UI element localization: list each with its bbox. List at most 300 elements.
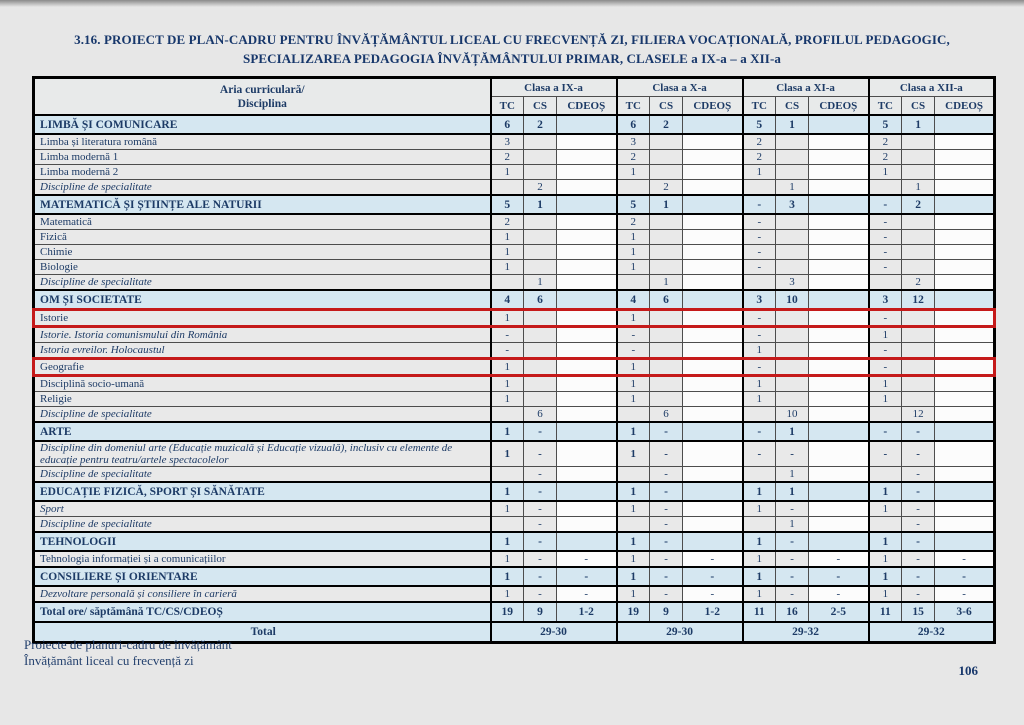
value-cell: -	[902, 567, 935, 586]
value-cell: 1	[776, 482, 809, 501]
value-cell	[557, 501, 617, 517]
table-row	[34, 517, 995, 533]
value-cell	[809, 290, 869, 310]
discipline-label: Limba modernă 1	[34, 150, 491, 165]
value-cell	[524, 134, 557, 150]
value-cell: 6	[491, 115, 524, 134]
grand-total-value: 29-30	[491, 622, 617, 643]
value-cell: -	[935, 567, 995, 586]
value-cell	[617, 467, 650, 483]
value-cell: 9	[524, 602, 557, 622]
value-cell: -	[869, 214, 902, 230]
value-cell	[650, 327, 683, 343]
value-cell	[935, 134, 995, 150]
value-cell: -	[869, 230, 902, 245]
value-cell: -	[524, 567, 557, 586]
value-cell	[617, 180, 650, 196]
footer-note	[24, 637, 232, 669]
value-cell: -	[650, 586, 683, 602]
value-cell: 1	[743, 501, 776, 517]
grand-total-value: 29-30	[617, 622, 743, 643]
value-cell: -	[869, 260, 902, 275]
value-cell	[809, 260, 869, 275]
value-cell	[935, 359, 995, 376]
value-cell	[683, 134, 743, 150]
value-cell: -	[524, 532, 557, 551]
header-cs: CS	[776, 97, 809, 116]
value-cell	[491, 180, 524, 196]
value-cell	[809, 245, 869, 260]
value-cell: -	[902, 501, 935, 517]
value-cell: -	[776, 532, 809, 551]
value-cell: 1	[869, 567, 902, 586]
value-cell	[776, 214, 809, 230]
value-cell	[869, 275, 902, 291]
value-cell: 1-2	[557, 602, 617, 622]
value-cell: 2	[491, 150, 524, 165]
value-cell	[809, 165, 869, 180]
value-cell: -	[869, 310, 902, 327]
value-cell: 1	[491, 567, 524, 586]
value-cell: 1	[869, 327, 902, 343]
value-cell	[683, 501, 743, 517]
value-cell: 1	[869, 501, 902, 517]
value-cell: 1	[617, 310, 650, 327]
value-cell	[557, 310, 617, 327]
value-cell	[650, 343, 683, 359]
discipline-label: Limba și literatura română	[34, 134, 491, 150]
discipline-label: TEHNOLOGII	[34, 532, 491, 551]
discipline-label: Sport	[34, 501, 491, 517]
header-cs: CS	[524, 97, 557, 116]
value-cell	[524, 310, 557, 327]
value-cell: 1	[491, 260, 524, 275]
value-cell	[617, 407, 650, 423]
value-cell	[524, 230, 557, 245]
value-cell: 1	[491, 482, 524, 501]
table-row	[34, 214, 995, 230]
value-cell	[650, 134, 683, 150]
discipline-label: Dezvoltare personală și consiliere în carieră	[34, 586, 491, 602]
header-row-classes	[34, 78, 995, 97]
value-cell: 1	[902, 180, 935, 196]
value-cell: -	[683, 567, 743, 586]
value-cell: -	[902, 467, 935, 483]
discipline-label: Disciplină socio-umană	[34, 376, 491, 392]
value-cell	[557, 422, 617, 441]
value-cell: 6	[524, 407, 557, 423]
value-cell: 1	[776, 180, 809, 196]
table-row-highlighted	[34, 310, 995, 327]
table-row	[34, 134, 995, 150]
value-cell: -	[776, 551, 809, 567]
value-cell	[809, 422, 869, 441]
table-row	[34, 467, 995, 483]
grand-total-value: 29-32	[743, 622, 869, 643]
value-cell: 12	[902, 407, 935, 423]
value-cell: 19	[617, 602, 650, 622]
value-cell: -	[617, 343, 650, 359]
value-cell	[683, 195, 743, 214]
value-cell	[524, 327, 557, 343]
value-cell	[902, 310, 935, 327]
table-row	[34, 230, 995, 245]
value-cell	[869, 517, 902, 533]
value-cell: 11	[743, 602, 776, 622]
table-row	[34, 501, 995, 517]
value-cell: 2	[902, 275, 935, 291]
discipline-label: Discipline de specialitate	[34, 517, 491, 533]
value-cell	[683, 532, 743, 551]
value-cell: -	[650, 422, 683, 441]
value-cell	[776, 359, 809, 376]
value-cell: -	[902, 551, 935, 567]
value-cell: 11	[869, 602, 902, 622]
value-cell: 2	[524, 115, 557, 134]
table-row	[34, 392, 995, 407]
value-cell	[776, 392, 809, 407]
value-cell: -	[743, 359, 776, 376]
value-cell	[809, 134, 869, 150]
value-cell: 1	[743, 567, 776, 586]
value-cell: 3	[743, 290, 776, 310]
value-cell: 1	[902, 115, 935, 134]
value-cell: -	[743, 195, 776, 214]
value-cell	[683, 115, 743, 134]
value-cell: -	[524, 501, 557, 517]
value-cell	[683, 245, 743, 260]
value-cell: 1	[743, 532, 776, 551]
value-cell	[809, 392, 869, 407]
value-cell	[650, 392, 683, 407]
value-cell: -	[524, 586, 557, 602]
value-cell: 1	[869, 482, 902, 501]
value-cell: -	[902, 532, 935, 551]
value-cell	[776, 327, 809, 343]
value-cell: 1	[617, 245, 650, 260]
value-cell	[809, 275, 869, 291]
value-cell	[809, 327, 869, 343]
value-cell: 1	[650, 275, 683, 291]
value-cell	[809, 230, 869, 245]
value-cell: -	[869, 422, 902, 441]
value-cell: -	[524, 551, 557, 567]
value-cell	[809, 180, 869, 196]
value-cell	[809, 407, 869, 423]
value-cell: 1	[617, 165, 650, 180]
value-cell: 1	[491, 392, 524, 407]
value-cell	[683, 180, 743, 196]
footer-line2: Învățământ liceal cu frecvență zi	[24, 653, 194, 668]
header-aria-line1: Aria curriculară/	[219, 83, 305, 96]
value-cell	[776, 310, 809, 327]
value-cell: -	[902, 482, 935, 501]
value-cell	[935, 482, 995, 501]
value-cell: 6	[617, 115, 650, 134]
value-cell: 1	[743, 392, 776, 407]
value-cell	[776, 230, 809, 245]
value-cell	[935, 230, 995, 245]
value-cell: -	[650, 467, 683, 483]
value-cell	[869, 180, 902, 196]
value-cell	[935, 290, 995, 310]
value-cell	[743, 467, 776, 483]
value-cell	[491, 275, 524, 291]
table-row	[34, 165, 995, 180]
header-cdeos: CDEOȘ	[809, 97, 869, 116]
value-cell: -	[650, 532, 683, 551]
value-cell: 1	[869, 376, 902, 392]
value-cell: 3	[491, 134, 524, 150]
value-cell	[683, 407, 743, 423]
value-cell: 6	[650, 290, 683, 310]
value-cell: 1	[617, 230, 650, 245]
value-cell: 1	[524, 195, 557, 214]
value-cell	[935, 501, 995, 517]
value-cell: 1	[650, 195, 683, 214]
value-cell	[683, 467, 743, 483]
value-cell	[557, 245, 617, 260]
value-cell: -	[524, 441, 557, 467]
value-cell: 1	[617, 482, 650, 501]
value-cell: -	[650, 441, 683, 467]
value-cell	[683, 260, 743, 275]
discipline-label: Discipline de specialitate	[34, 275, 491, 291]
value-cell	[557, 134, 617, 150]
table-row	[34, 407, 995, 423]
page-title	[0, 30, 1024, 68]
value-cell: 1	[491, 551, 524, 567]
value-cell: 10	[776, 290, 809, 310]
value-cell: 1	[491, 165, 524, 180]
value-cell	[491, 407, 524, 423]
value-cell	[683, 275, 743, 291]
value-cell: -	[743, 214, 776, 230]
value-cell: 2	[902, 195, 935, 214]
value-cell: 1	[869, 532, 902, 551]
value-cell: 4	[617, 290, 650, 310]
value-cell	[557, 214, 617, 230]
total-week-row	[34, 602, 995, 622]
value-cell: 1	[617, 586, 650, 602]
value-cell	[557, 532, 617, 551]
value-cell: 1	[491, 310, 524, 327]
total-week-label: Total ore/ săptămână TC/CS/CDEOȘ	[34, 602, 491, 622]
plan-cadru-table	[32, 76, 996, 644]
value-cell: -	[617, 327, 650, 343]
value-cell: -	[743, 441, 776, 467]
value-cell	[557, 290, 617, 310]
value-cell: 1	[776, 422, 809, 441]
value-cell: 1	[869, 586, 902, 602]
table-row	[34, 195, 995, 214]
value-cell: 5	[491, 195, 524, 214]
value-cell: -	[743, 245, 776, 260]
grand-total-value: 29-32	[869, 622, 995, 643]
value-cell	[524, 359, 557, 376]
header-tc: TC	[869, 97, 902, 116]
value-cell: 2	[491, 214, 524, 230]
value-cell: 1	[743, 165, 776, 180]
value-cell: -	[935, 551, 995, 567]
discipline-label: Geografie	[34, 359, 491, 376]
value-cell: -	[869, 441, 902, 467]
value-cell: 9	[650, 602, 683, 622]
value-cell: 1	[491, 422, 524, 441]
value-cell: 2	[869, 134, 902, 150]
value-cell	[650, 214, 683, 230]
table-row	[34, 482, 995, 501]
header-cdeos: CDEOȘ	[683, 97, 743, 116]
value-cell: -	[650, 517, 683, 533]
table-row	[34, 290, 995, 310]
discipline-label: Istorie	[34, 310, 491, 327]
value-cell: 12	[902, 290, 935, 310]
value-cell: 1	[776, 517, 809, 533]
value-cell	[809, 150, 869, 165]
value-cell	[557, 195, 617, 214]
footer-line1: Proiecte de planuri-cadru de învățământ	[24, 637, 232, 652]
discipline-label: CONSILIERE ȘI ORIENTARE	[34, 567, 491, 586]
value-cell: -	[869, 359, 902, 376]
value-cell: -	[683, 551, 743, 567]
value-cell: -	[524, 517, 557, 533]
value-cell: -	[557, 567, 617, 586]
value-cell	[935, 376, 995, 392]
value-cell	[743, 275, 776, 291]
value-cell	[557, 517, 617, 533]
value-cell: 15	[902, 602, 935, 622]
value-cell: -	[650, 501, 683, 517]
value-cell	[557, 165, 617, 180]
value-cell: -	[491, 343, 524, 359]
discipline-label: LIMBĂ ȘI COMUNICARE	[34, 115, 491, 134]
value-cell: 1	[617, 392, 650, 407]
value-cell: 2	[524, 180, 557, 196]
table-row	[34, 551, 995, 567]
header-clasa-xii: Clasa a XII-a	[869, 78, 995, 97]
value-cell: 1	[743, 482, 776, 501]
table-row	[34, 245, 995, 260]
value-cell	[557, 180, 617, 196]
value-cell	[524, 392, 557, 407]
header-clasa-x: Clasa a X-a	[617, 78, 743, 97]
value-cell	[650, 260, 683, 275]
value-cell: 4	[491, 290, 524, 310]
discipline-label: ARTE	[34, 422, 491, 441]
value-cell: -	[524, 467, 557, 483]
value-cell	[683, 150, 743, 165]
value-cell	[524, 343, 557, 359]
discipline-label: Istorie. Istoria comunismului din România	[34, 327, 491, 343]
discipline-label: Discipline din domeniul arte (Educație muzicală și Educație vizuală), inclusiv cu elemente de educație pentru teatru/artele spectacolelor	[34, 441, 491, 467]
value-cell: 3-6	[935, 602, 995, 622]
value-cell: 2	[743, 134, 776, 150]
value-cell	[902, 165, 935, 180]
value-cell: 2	[617, 150, 650, 165]
value-cell	[902, 245, 935, 260]
value-cell: -	[776, 567, 809, 586]
value-cell: -	[809, 586, 869, 602]
value-cell: 19	[491, 602, 524, 622]
header-aria-line2: Disciplina	[237, 97, 287, 110]
value-cell	[902, 359, 935, 376]
value-cell	[809, 517, 869, 533]
value-cell	[557, 359, 617, 376]
value-cell	[683, 165, 743, 180]
value-cell	[902, 327, 935, 343]
value-cell	[935, 260, 995, 275]
value-cell	[902, 214, 935, 230]
value-cell	[776, 134, 809, 150]
value-cell	[650, 230, 683, 245]
value-cell	[683, 290, 743, 310]
value-cell: -	[524, 482, 557, 501]
value-cell: -	[869, 245, 902, 260]
discipline-label: Istoria evreilor. Holocaustul	[34, 343, 491, 359]
value-cell: -	[869, 195, 902, 214]
discipline-label: Fizică	[34, 230, 491, 245]
value-cell	[935, 245, 995, 260]
value-cell	[524, 245, 557, 260]
discipline-label: Discipline de specialitate	[34, 180, 491, 196]
value-cell: 3	[776, 195, 809, 214]
value-cell	[524, 376, 557, 392]
discipline-label: MATEMATICĂ ȘI ȘTIINȚE ALE NATURII	[34, 195, 491, 214]
value-cell: 1	[869, 165, 902, 180]
value-cell: 1	[491, 586, 524, 602]
value-cell	[683, 376, 743, 392]
value-cell	[617, 275, 650, 291]
value-cell	[776, 245, 809, 260]
value-cell: -	[650, 482, 683, 501]
header-clasa-xi: Clasa a XI-a	[743, 78, 869, 97]
value-cell	[557, 150, 617, 165]
header-cdeos: CDEOȘ	[557, 97, 617, 116]
table-row	[34, 260, 995, 275]
table-row	[34, 586, 995, 602]
value-cell	[935, 392, 995, 407]
value-cell	[935, 115, 995, 134]
value-cell: 1	[491, 532, 524, 551]
value-cell	[683, 327, 743, 343]
header-tc: TC	[743, 97, 776, 116]
value-cell	[557, 115, 617, 134]
value-cell: -	[776, 441, 809, 467]
value-cell	[557, 407, 617, 423]
value-cell	[935, 150, 995, 165]
value-cell: 2	[869, 150, 902, 165]
value-cell	[809, 115, 869, 134]
value-cell	[809, 376, 869, 392]
value-cell: 5	[617, 195, 650, 214]
value-cell	[557, 260, 617, 275]
value-cell	[524, 150, 557, 165]
value-cell: -	[902, 441, 935, 467]
value-cell: 1	[617, 551, 650, 567]
value-cell	[557, 467, 617, 483]
value-cell	[776, 260, 809, 275]
value-cell	[743, 180, 776, 196]
value-cell	[557, 275, 617, 291]
value-cell: -	[650, 567, 683, 586]
value-cell: 1	[743, 343, 776, 359]
value-cell	[935, 310, 995, 327]
table-row	[34, 343, 995, 359]
value-cell	[650, 165, 683, 180]
value-cell: 1	[491, 230, 524, 245]
value-cell	[683, 230, 743, 245]
